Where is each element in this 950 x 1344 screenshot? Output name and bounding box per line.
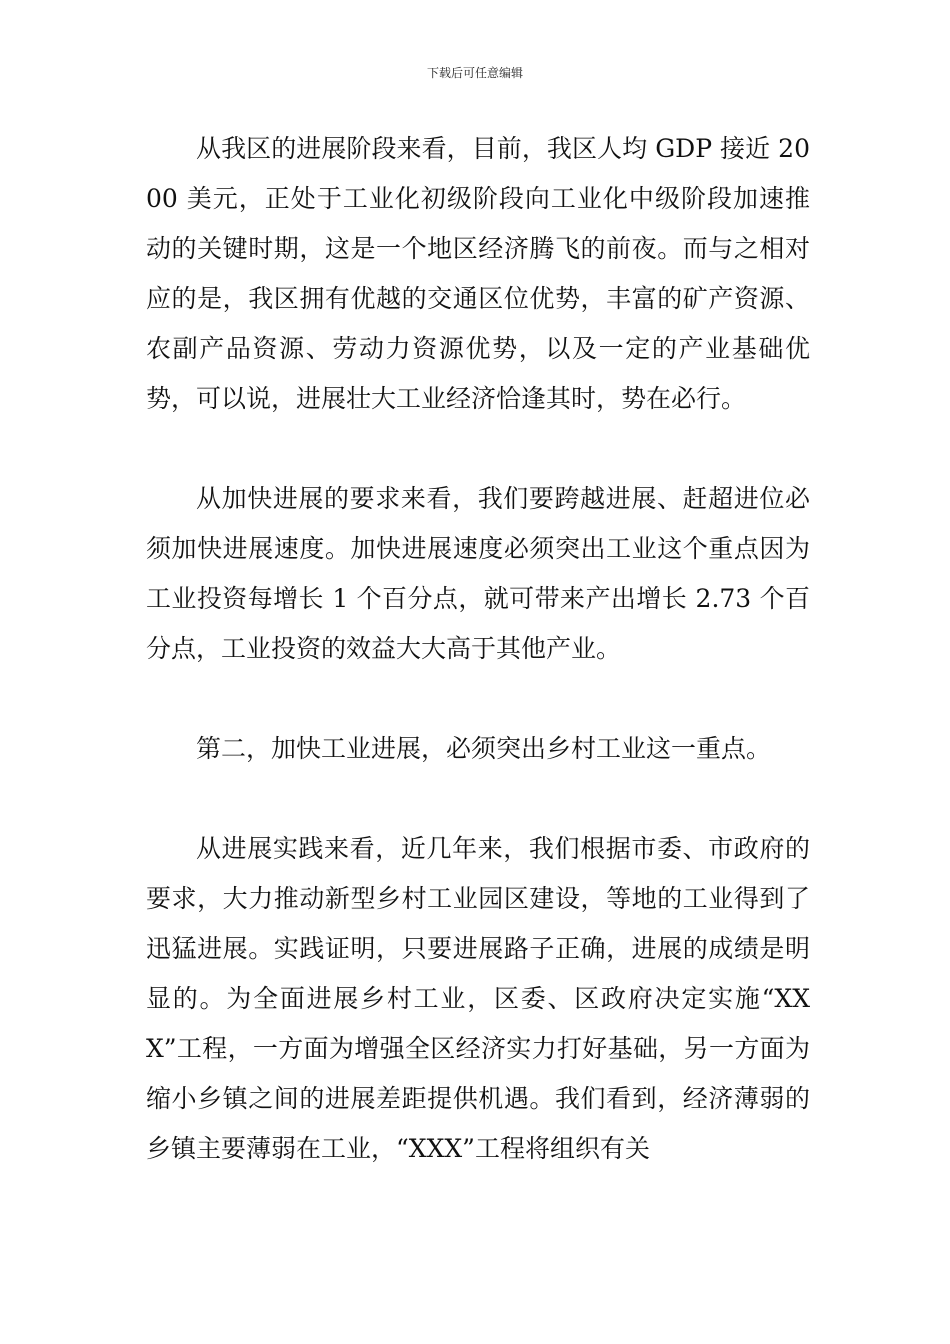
- page-header: 下载后可任意编辑: [426, 66, 523, 80]
- paragraph-spacer: [146, 774, 810, 824]
- document-body: [146, 124, 810, 1174]
- paragraph-spacer: [146, 674, 810, 724]
- paragraph-1: 从我区的进展阶段来看，目前，我区人均 GDP 接近 2000 美元，正处于工业化初级阶段向工业化中级阶段加速推动的关键时期，这是一个地区经济腾飞的前夜。而与之相对应的是，我区拥有优越的交通区位优势，丰富的矿产资源、农副产品资源、劳动力资源优势，以及一定的产业基础优势，可以说，进展壮大工业经济恰逢其时，势在必行。: [146, 134, 810, 413]
- paragraph-3: 第二，加快工业进展，必须突出乡村工业这一重点。: [196, 734, 772, 763]
- paragraph-2: 从加快进展的要求来看，我们要跨越进展、赶超进位必须加快进展速度。加快进展速度必须突出工业这个重点因为工业投资每增长 1 个百分点，就可带来产出增长 2.73 个百分点，工业投资的效益大大高于其他产业。: [146, 484, 810, 663]
- paragraph-spacer: [146, 424, 810, 474]
- paragraph-4: 从进展实践来看，近几年来，我们根据市委、市政府的要求，大力推动新型乡村工业园区建设，等地的工业得到了迅猛进展。实践证明，只要进展路子正确，进展的成绩是明显的。为全面进展乡村工业，区委、区政府决定实施“XXX”工程，一方面为增强全区经济实力打好基础，另一方面为缩小乡镇之间的进展差距提供机遇。我们看到，经济薄弱的乡镇主要薄弱在工业，“XXX”工程将组织有关: [146, 834, 810, 1163]
